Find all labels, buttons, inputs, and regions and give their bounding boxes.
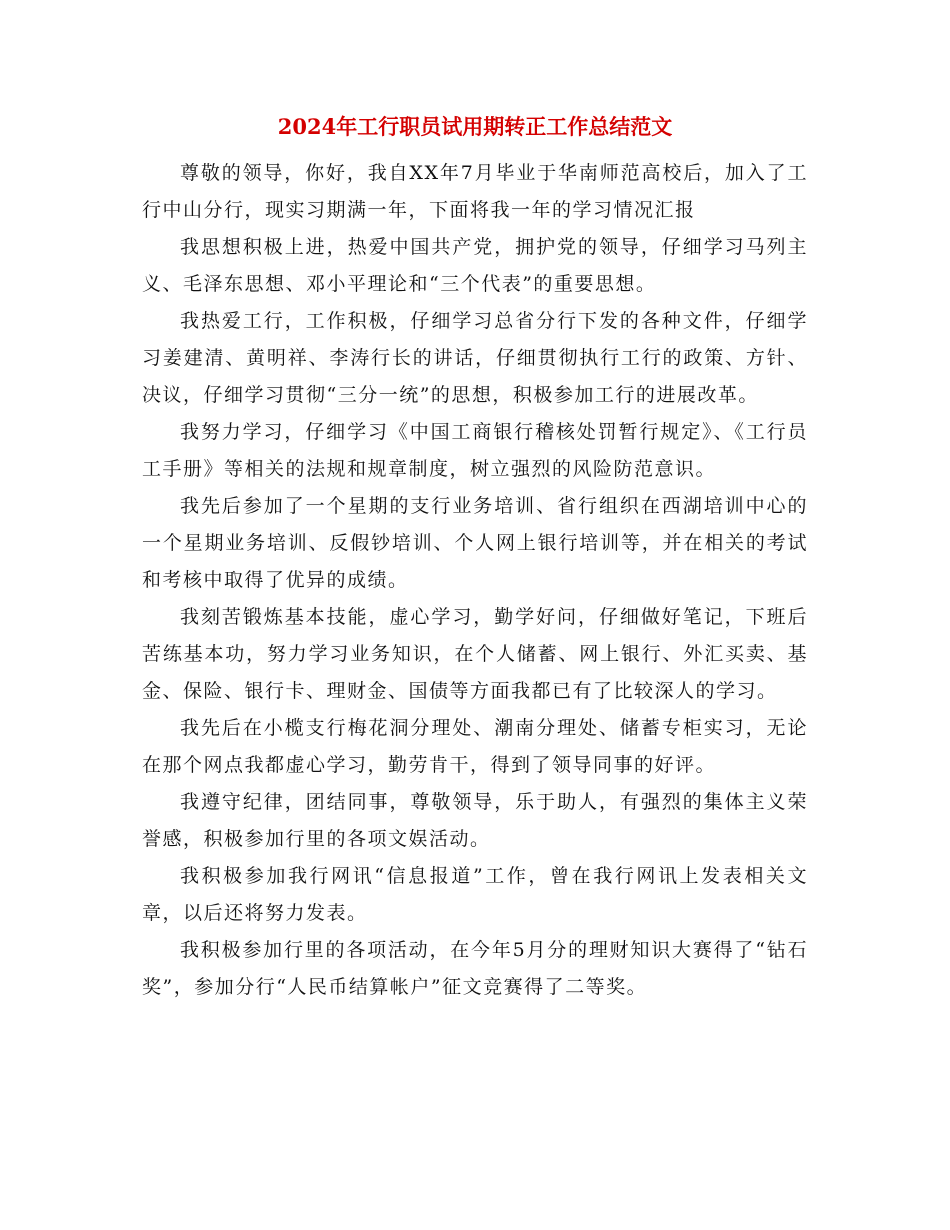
- paragraph-discipline: 我遵守纪律，团结同事，尊敬领导，乐于助人，有强烈的集体主义荣誉感，积极参加行里的各项文娱活动。: [142, 791, 808, 850]
- paragraph-greeting: 尊敬的领导，你好，我自XX年7月毕业于华南师范高校后，加入了工行中山分行，现实习期满一年，下面将我一年的学习情况汇报: [142, 162, 808, 221]
- paragraph-ideology: 我思想积极上进，热爱中国共产党，拥护党的领导，仔细学习马列主义、毛泽东思想、邓小平理论和“三个代表”的重要思想。: [142, 236, 808, 295]
- paragraph-internship: 我先后在小榄支行梅花洞分理处、潮南分理处、储蓄专柜实习，无论在那个网点我都虚心学习，勤劳肯干，得到了领导同事的好评。: [142, 717, 808, 776]
- paragraph-work-attitude: 我热爱工行，工作积极，仔细学习总省分行下发的各种文件，仔细学习姜建清、黄明祥、李涛行长的讲话，仔细贯彻执行工行的政策、方针、决议，仔细学习贯彻“三分一统”的思想，积极参加工行的进展改革。: [142, 310, 808, 406]
- document-body: [142, 155, 808, 1006]
- paragraph-awards: 我积极参加行里的各项活动，在今年5月分的理财知识大赛得了“钻石奖”，参加分行“人民币结算帐户”征文竞赛得了二等奖。: [142, 939, 808, 998]
- paragraph-news-reporting: 我积极参加我行网讯“信息报道”工作，曾在我行网讯上发表相关文章，以后还将努力发表。: [142, 865, 808, 924]
- paragraph-regulations: 我努力学习，仔细学习《中国工商银行稽核处罚暂行规定》、《工行员工手册》等相关的法规和规章制度，树立强烈的风险防范意识。: [142, 421, 808, 480]
- document-title: 2024年工行职员试用期转正工作总结范文: [277, 114, 673, 139]
- paragraph-training: 我先后参加了一个星期的支行业务培训、省行组织在西湖培训中心的一个星期业务培训、反假钞培训、个人网上银行培训等，并在相关的考试和考核中取得了优异的成绩。: [142, 495, 808, 591]
- paragraph-skills: 我刻苦锻炼基本技能，虚心学习，勤学好问，仔细做好笔记，下班后苦练基本功，努力学习业务知识，在个人储蓄、网上银行、外汇买卖、基金、保险、银行卡、理财金、国债等方面我都已有了比较深人的学习。: [142, 606, 808, 702]
